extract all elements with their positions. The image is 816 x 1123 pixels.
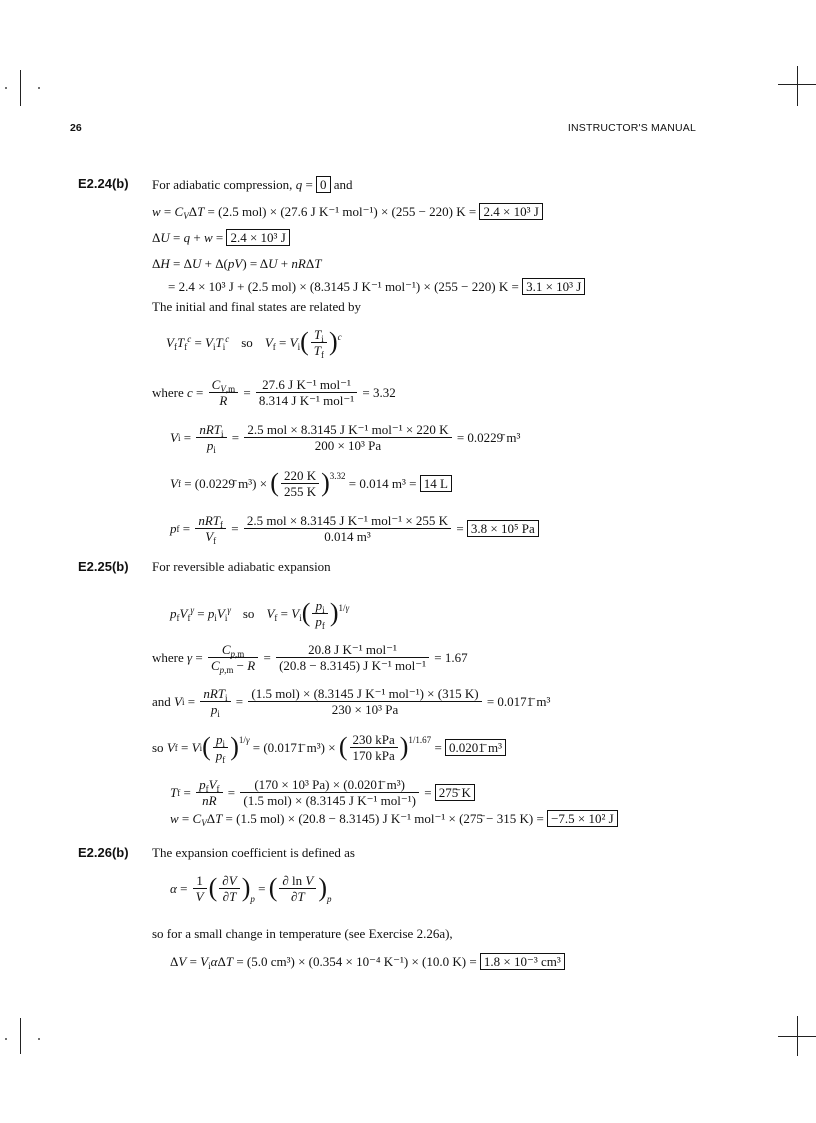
so-text: so (152, 739, 164, 755)
volume-change-equation: $\Delta V = V_i\alpha\Delta T = (5.0$ cm³) × (0.354 × 10⁻⁴ K⁻¹) × (10.0 K) = 1.8 × 10⁻³ cm³ (170, 953, 565, 970)
registration-dot (38, 1038, 40, 1040)
fraction-numerator: (1.5 mol) × (8.3145 J K⁻¹ mol⁻¹) × (315 K) (248, 686, 481, 702)
fraction-numerator: 20.8 J K⁻¹ mol⁻¹ (276, 642, 429, 658)
answer-box: −7.5 × 10² J (547, 810, 618, 827)
dv-expression: = (5.0 cm³) × (0.354 × 10⁻⁴ K⁻¹) × (10.0 K) = (236, 954, 477, 969)
exercise-intro: For reversible adiabatic expansion (152, 559, 331, 574)
final-volume-equation: V f = (0.0229̄ m³) × ( $\frac{220 K}{255 K}$ ) $^{3.32}$ = 0.014 m³ = 14 L (170, 468, 452, 499)
vf-middle: = (0.0171̄ m³) × (252, 739, 336, 755)
registration-dot (5, 1038, 7, 1040)
so-text: so (242, 605, 255, 621)
crop-mark-left-bottom (20, 1018, 21, 1054)
vi-value: = 0.0171̄ m³ (486, 693, 551, 709)
where-text: where (152, 384, 184, 400)
adiabat-relation: $p_fV_f^\gamma = p_iV_i^\gamma$ so $V_f = V_i$ ( $\frac{p_i}{p_f}$ ) $^{1/\gamma}$ (170, 597, 350, 631)
crop-mark-left-top (20, 70, 21, 106)
fraction-numerator: 220 K (281, 468, 319, 484)
fraction-numerator: 230 kPa (350, 732, 398, 748)
exercise-intro: For adiabatic compression, q = 0 and (152, 177, 353, 192)
exercise-intro: The expansion coefficient is defined as (152, 845, 355, 860)
answer-box: 3.1 × 10³ J (522, 278, 585, 295)
states-related-text: The initial and final states are related by (152, 299, 361, 314)
registration-dot (38, 87, 40, 89)
work-equation: $w = C_V\Delta T = (1.5$ mol) × (20.8 − 8.3145) J K⁻¹ mol⁻¹ × (275̄ − 315 K) = −7.5 × 10² J (170, 810, 618, 827)
exercise-label: E2.25(b) (78, 559, 129, 574)
initial-volume-equation: V i = $\frac{nRT_i}{p_i}$ = $\frac{\text{2.5 mol × 8.3145 J K⁻¹ mol⁻¹ × 220 K}}{\text{200 × 10³ Pa}}$ = 0.0229̄ m³ (170, 422, 521, 455)
running-title: INSTRUCTOR'S MANUAL (567, 122, 696, 134)
answer-box: 14 L (420, 475, 452, 492)
fraction-denominator: (1.5 mol) × (8.3145 J K⁻¹ mol⁻¹) (243, 793, 416, 808)
crop-mark-right-top-v (797, 66, 798, 106)
vi-value: = 0.0229̄ m³ (456, 429, 521, 445)
answer-box: 275̄ K (435, 784, 475, 801)
intro-text: For adiabatic compression, (152, 177, 293, 192)
fraction-numerator: (170 × 10³ Pa) × (0.0201̄ m³) (240, 777, 419, 793)
fraction-denominator: 170 kPa (352, 748, 395, 763)
final-volume-equation: so V f = V i ( $\frac{p_i}{p_f}$ ) $^{1/\gamma}$ = (0.0171̄ m³) × ( $\frac{\text{230 kPa}}{\text{170 kPa}}$ ) $^{1/1.67}$ = 0.0201̄ m³ (152, 732, 506, 763)
work-expression: = (2.5 mol) × (27.6 J K⁻¹ mol⁻¹) × (255 − 220) K = (207, 204, 477, 219)
vf-value: = 0.014 m³ = (348, 475, 417, 491)
exponent-c-equation: where c = $\frac{C_{V,m}}{R}$ = $\frac{\text{27.6 J K⁻¹ mol⁻¹}}{\text{8.314 J K⁻¹ mol⁻¹}}$ = 3.32 (152, 377, 396, 408)
final-temperature-equation: T f = $\frac{p_fV_f}{nR}$ = $\frac{\text{(170 × 10³ Pa) × (0.0201̄ m³)}}{\text{(1.5 mol) × (8.3145 J K⁻¹ mol⁻¹)}}$ = 275̄ K (170, 777, 475, 808)
where-text: where (152, 649, 184, 665)
fraction-denominator: 8.314 J K⁻¹ mol⁻¹ (258, 393, 355, 408)
fraction-numerator: 27.6 J K⁻¹ mol⁻¹ (256, 377, 357, 393)
answer-box: 2.4 × 10³ J (226, 229, 289, 246)
internal-energy-equation: ΔU = q + w = 2.4 × 10³ J (152, 229, 290, 246)
gamma-value: = 1.67 (434, 649, 468, 665)
and-text: and (152, 693, 171, 709)
c-value: = 3.32 (362, 384, 396, 400)
fraction-denominator: 0.014 m³ (324, 529, 371, 544)
page-number: 26 (70, 122, 82, 134)
answer-box: 3.8 × 10⁵ Pa (467, 520, 539, 537)
so-text: so (241, 334, 253, 350)
fraction-denominator: 230 × 10³ Pa (331, 702, 399, 717)
fraction-denominator: (20.8 − 8.3145) J K⁻¹ mol⁻¹ (279, 658, 426, 673)
enthalpy-expression: = 2.4 × 10³ J + (2.5 mol) × (8.3145 J K⁻¹ mol⁻¹) × (255 − 220) K = (168, 279, 519, 294)
fraction-denominator: 255 K (283, 484, 317, 499)
work-expression: = (1.5 mol) × (20.8 − 8.3145) J K⁻¹ mol⁻¹ × (275̄ − 315 K) = (225, 811, 544, 826)
volume-temperature-relation: $V_fT_f^c = V_iT_i^c$ so $V_f = V_i$ ( $\frac{T_i}{T_f}$ ) $^c$ (166, 326, 342, 360)
enthalpy-equation (168, 278, 585, 295)
work-equation: $w = C_V\Delta T = (2.5$ mol) × (27.6 J K⁻¹ mol⁻¹) × (255 − 220) K = 2.4 × 10³ J (152, 203, 543, 220)
answer-box: 2.4 × 10³ J (479, 203, 542, 220)
gamma-equation: where γ = $\frac{C_{p,m}}{C_{p,m} - R}$ = $\frac{\text{20.8 J K⁻¹ mol⁻¹}}{\text{(20.8 − 8.3145) J K⁻¹ mol⁻¹}}$ = 1.67 (152, 642, 468, 675)
vf-prefix: = (0.0229̄ m³) × (184, 475, 268, 491)
final-pressure-equation: p f = $\frac{nRT_f}{V_f}$ = $\frac{\text{2.5 mol × 8.3145 J K⁻¹ mol⁻¹ × 255 K}}{\text{0.014 m³}}$ = 3.8 × 10⁵ Pa (170, 513, 539, 544)
small-change-text: so for a small change in temperature (see Exercise 2.26a), (152, 926, 453, 941)
registration-dot (5, 87, 7, 89)
crop-mark-right-bottom-v (797, 1016, 798, 1056)
exercise-label: E2.24(b) (78, 176, 129, 191)
fraction-denominator: 200 × 10³ Pa (314, 438, 382, 453)
fraction-numerator: 2.5 mol × 8.3145 J K⁻¹ mol⁻¹ × 220 K (244, 422, 451, 438)
enthalpy-definition: ΔH = ΔU + Δ(pV) = ΔU + nRΔT (152, 256, 322, 271)
answer-box: 1.8 × 10⁻³ cm³ (480, 953, 565, 970)
answer-box: 0 (316, 176, 331, 193)
initial-volume-equation: and V i = $\frac{nRT_i}{p_i}$ = $\frac{\text{(1.5 mol) × (8.3145 J K⁻¹ mol⁻¹) × (315 K)}}{\text{230 × 10³ Pa}}$ = 0.0171̄ m³ (152, 686, 551, 719)
fraction-numerator: 2.5 mol × 8.3145 J K⁻¹ mol⁻¹ × 255 K (244, 513, 451, 529)
expansion-coefficient-definition: α = $\frac{1}{V}$ ( $\frac{\partial V}{\partial T}$ ) $_p$ = ( $\frac{\text{∂ ln V}}{\partial T}$ ) $_p$ (170, 872, 332, 904)
and-text: and (333, 177, 353, 192)
exercise-label: E2.26(b) (78, 845, 129, 860)
answer-box: 0.0201̄ m³ (445, 739, 506, 756)
